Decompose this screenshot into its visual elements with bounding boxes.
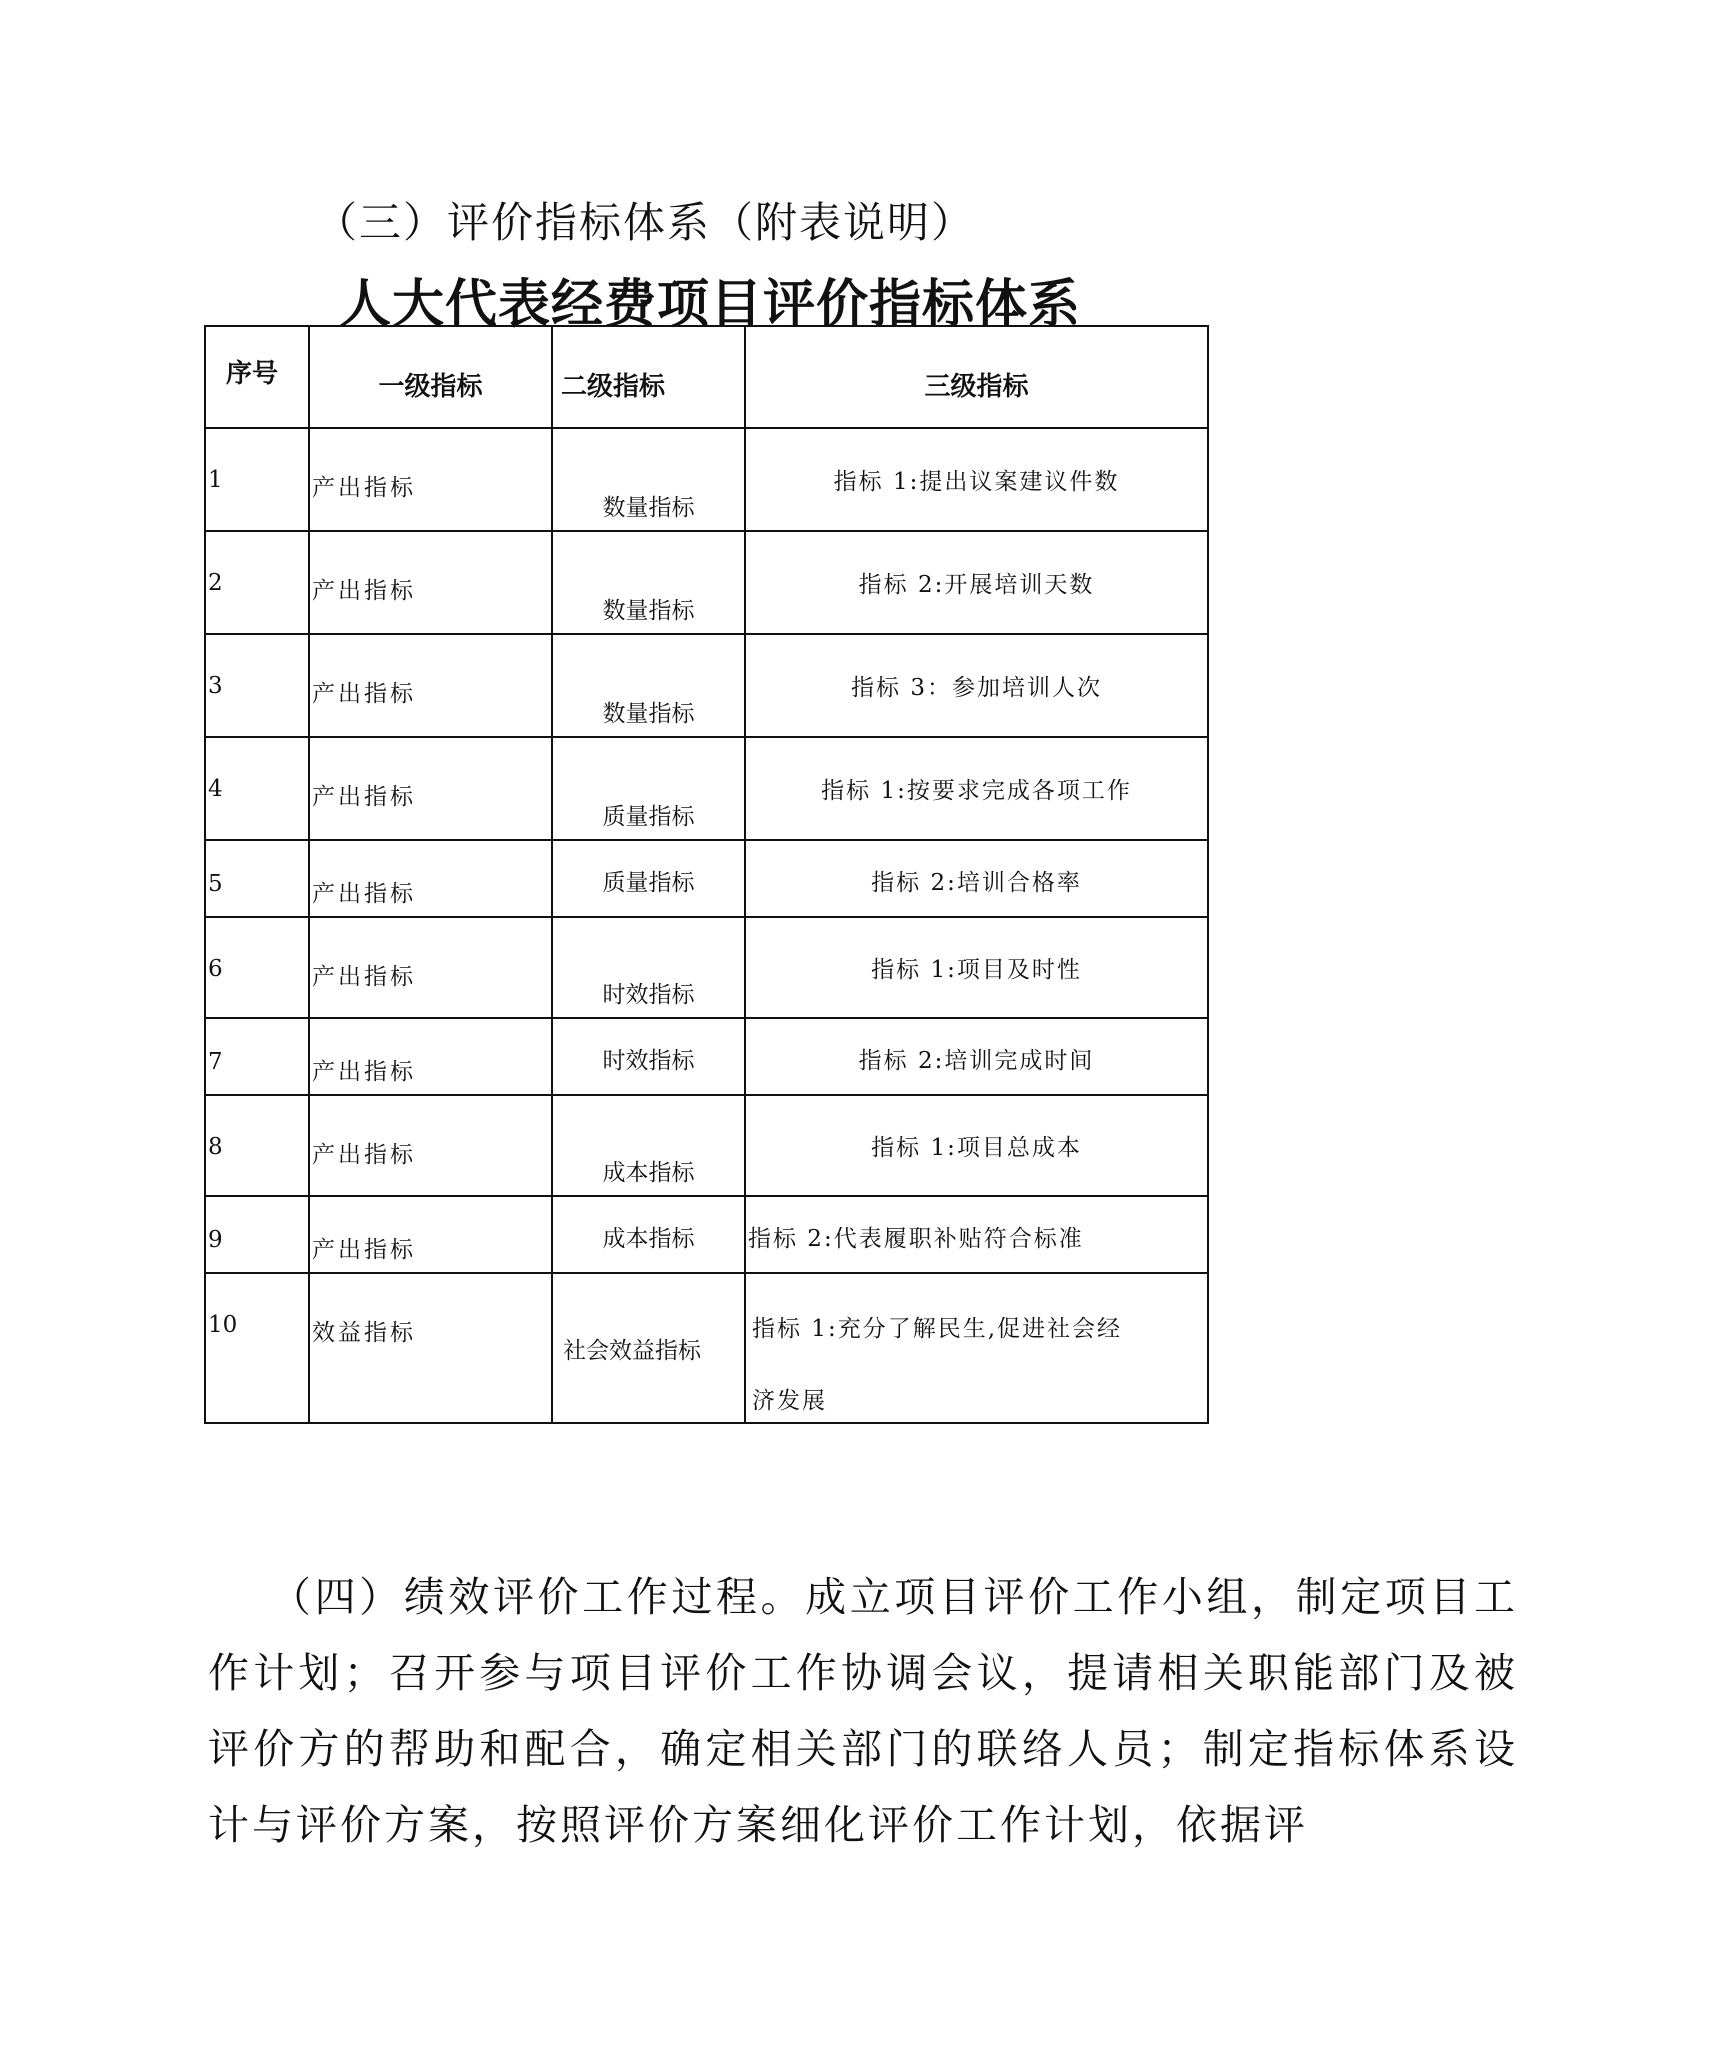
level3-indicator bbox=[745, 1273, 1208, 1423]
level2-indicator: 时效指标 bbox=[552, 917, 745, 1018]
row-number: 8 bbox=[205, 1095, 309, 1196]
row-number: 6 bbox=[205, 917, 309, 1018]
level1-indicator: 产出指标 bbox=[309, 917, 552, 1018]
header-level2: 二级指标 bbox=[552, 326, 745, 428]
level1-indicator: 产出指标 bbox=[309, 1018, 552, 1095]
level3-indicator-line1: 指标 1:充分了解民生,促进社会经 bbox=[752, 1316, 1123, 1342]
level2-indicator: 成本指标 bbox=[552, 1095, 745, 1196]
row-number: 2 bbox=[205, 531, 309, 634]
level3-indicator: 指标 1:项目及时性 bbox=[745, 917, 1208, 1018]
level1-indicator: 效益指标 bbox=[309, 1273, 552, 1423]
header-num: 序号 bbox=[205, 326, 309, 428]
level1-indicator: 产出指标 bbox=[309, 840, 552, 917]
level3-indicator-line2: 济发展 bbox=[752, 1388, 827, 1414]
row-number: 10 bbox=[205, 1273, 309, 1423]
level2-indicator: 质量指标 bbox=[552, 737, 745, 840]
level2-indicator: 质量指标 bbox=[552, 840, 745, 917]
table-row bbox=[205, 840, 1208, 917]
table-row bbox=[205, 1018, 1208, 1095]
table-title: 人大代表经费项目评价指标体系 bbox=[338, 275, 1081, 335]
header-level3: 三级指标 bbox=[745, 326, 1208, 428]
level1-indicator: 产出指标 bbox=[309, 737, 552, 840]
level2-indicator: 社会效益指标 bbox=[552, 1273, 745, 1423]
table-row bbox=[205, 531, 1208, 634]
table-row bbox=[205, 1095, 1208, 1196]
level2-indicator: 成本指标 bbox=[552, 1196, 745, 1273]
row-number: 9 bbox=[205, 1196, 309, 1273]
level1-indicator: 产出指标 bbox=[309, 428, 552, 531]
level1-indicator: 产出指标 bbox=[309, 1095, 552, 1196]
indicator-table bbox=[204, 325, 1209, 1424]
row-number: 7 bbox=[205, 1018, 309, 1095]
table-row bbox=[205, 917, 1208, 1018]
table-row bbox=[205, 737, 1208, 840]
level3-indicator: 指标 2:培训合格率 bbox=[745, 840, 1208, 917]
table-row bbox=[205, 1273, 1208, 1423]
level3-indicator: 指标 3：参加培训人次 bbox=[745, 634, 1208, 737]
level1-indicator: 产出指标 bbox=[309, 634, 552, 737]
level3-indicator: 指标 1:项目总成本 bbox=[745, 1095, 1208, 1196]
table-row bbox=[205, 428, 1208, 531]
row-number: 5 bbox=[205, 840, 309, 917]
section-heading: （三）评价指标体系（附表说明） bbox=[315, 198, 976, 247]
level3-indicator: 指标 1:提出议案建议件数 bbox=[745, 428, 1208, 531]
body-paragraph: （四）绩效评价工作过程。成立项目评价工作小组，制定项目工作计划；召开参与项目评价工作协调会议，提请相关职能部门及被评价方的帮助和配合，确定相关部门的联络人员；制定指标体系设计与评价方案，按照评价方案细化评价工作计划，依据评 bbox=[208, 1573, 1518, 1849]
level3-indicator: 指标 2:培训完成时间 bbox=[745, 1018, 1208, 1095]
level1-indicator: 产出指标 bbox=[309, 1196, 552, 1273]
row-number: 4 bbox=[205, 737, 309, 840]
level2-indicator: 数量指标 bbox=[552, 428, 745, 531]
level2-indicator: 数量指标 bbox=[552, 634, 745, 737]
header-level1: 一级指标 bbox=[309, 326, 552, 428]
level3-indicator: 指标 2:代表履职补贴符合标准 bbox=[745, 1196, 1208, 1273]
table-row bbox=[205, 634, 1208, 737]
row-number: 1 bbox=[205, 428, 309, 531]
level1-indicator: 产出指标 bbox=[309, 531, 552, 634]
level3-indicator: 指标 1:按要求完成各项工作 bbox=[745, 737, 1208, 840]
level3-indicator: 指标 2:开展培训天数 bbox=[745, 531, 1208, 634]
row-number: 3 bbox=[205, 634, 309, 737]
level2-indicator: 数量指标 bbox=[552, 531, 745, 634]
table-header-row bbox=[205, 326, 1208, 428]
table-row bbox=[205, 1196, 1208, 1273]
level2-indicator: 时效指标 bbox=[552, 1018, 745, 1095]
